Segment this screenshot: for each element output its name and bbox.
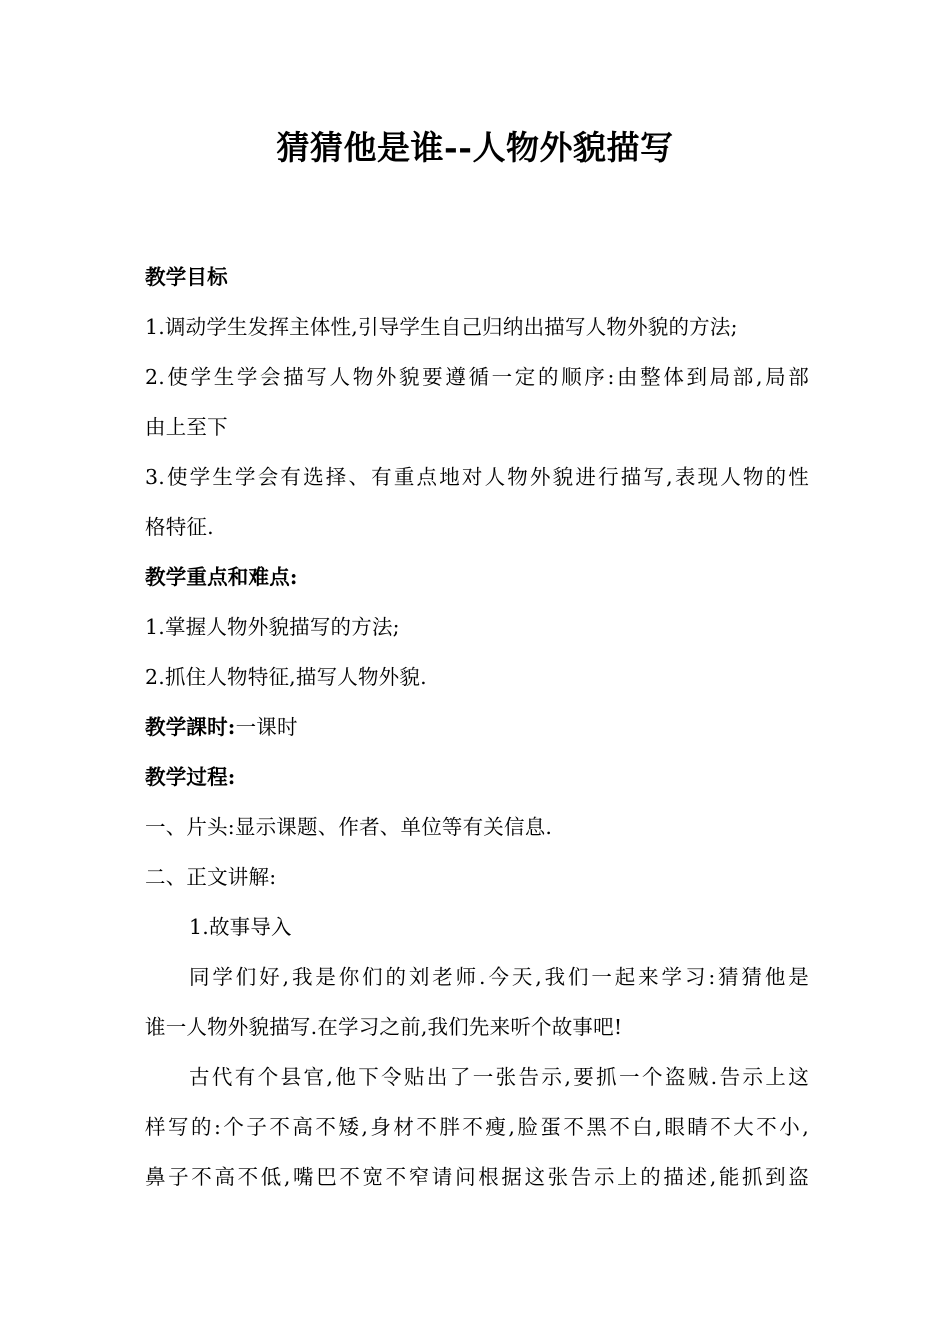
paragraph-2-line-3: 鼻子不高不低,嘴巴不宽不窄请问根据这张告示上的描述,能抓到盗 (145, 1165, 809, 1189)
process-step-1: 一、片头:显示课题、作者、单位等有关信息. (145, 815, 553, 839)
document-body (145, 252, 809, 1202)
process-step-2: 二、正文讲解: (145, 865, 277, 889)
objective-2: 2.使学生学会描写人物外貌要遵循一定的顺序:由整体到局部,局部 (145, 365, 809, 389)
paragraph-2-line-1: 古代有个县官,他下令贴出了一张告示,要抓一个盗贼.告示上这 (189, 1065, 809, 1089)
objectives-heading: 教学目标 (145, 265, 228, 289)
class-hours-value: 一课时 (235, 715, 298, 739)
objective-3-continued: 格特征. (145, 515, 214, 539)
objective-3: 3.使学生学会有选择、有重点地对人物外貌进行描写,表现人物的性 (145, 465, 809, 489)
class-hours-label: 教学課时: (145, 715, 236, 739)
class-hours-line (145, 702, 809, 752)
paragraph-1-line-1: 同学们好,我是你们的刘老师.今天,我们一起来学习:猜猜他是 (189, 965, 809, 989)
document-title: 猜猜他是谁--人物外貌描写 (276, 128, 674, 167)
process-sub-1: 1.故事导入 (189, 915, 292, 939)
key-point-2: 2.抓住人物特征,描写人物外貌. (145, 665, 427, 689)
objective-2-continued: 由上至下 (145, 415, 228, 439)
objective-1: 1.调动学生发挥主体性,引导学生自己归纳出描写人物外貌的方法; (145, 315, 738, 339)
paragraph-1-line-2: 谁一人物外貌描写.在学习之前,我们先来听个故事吧! (145, 1015, 623, 1039)
key-point-1: 1.掌握人物外貌描写的方法; (145, 615, 400, 639)
key-points-heading: 教学重点和难点: (145, 565, 298, 589)
process-heading: 教学过程: (145, 765, 236, 789)
paragraph-2-line-2: 样写的:个子不高不矮,身材不胖不瘦,脸蛋不黑不白,眼睛不大不小, (145, 1115, 809, 1139)
